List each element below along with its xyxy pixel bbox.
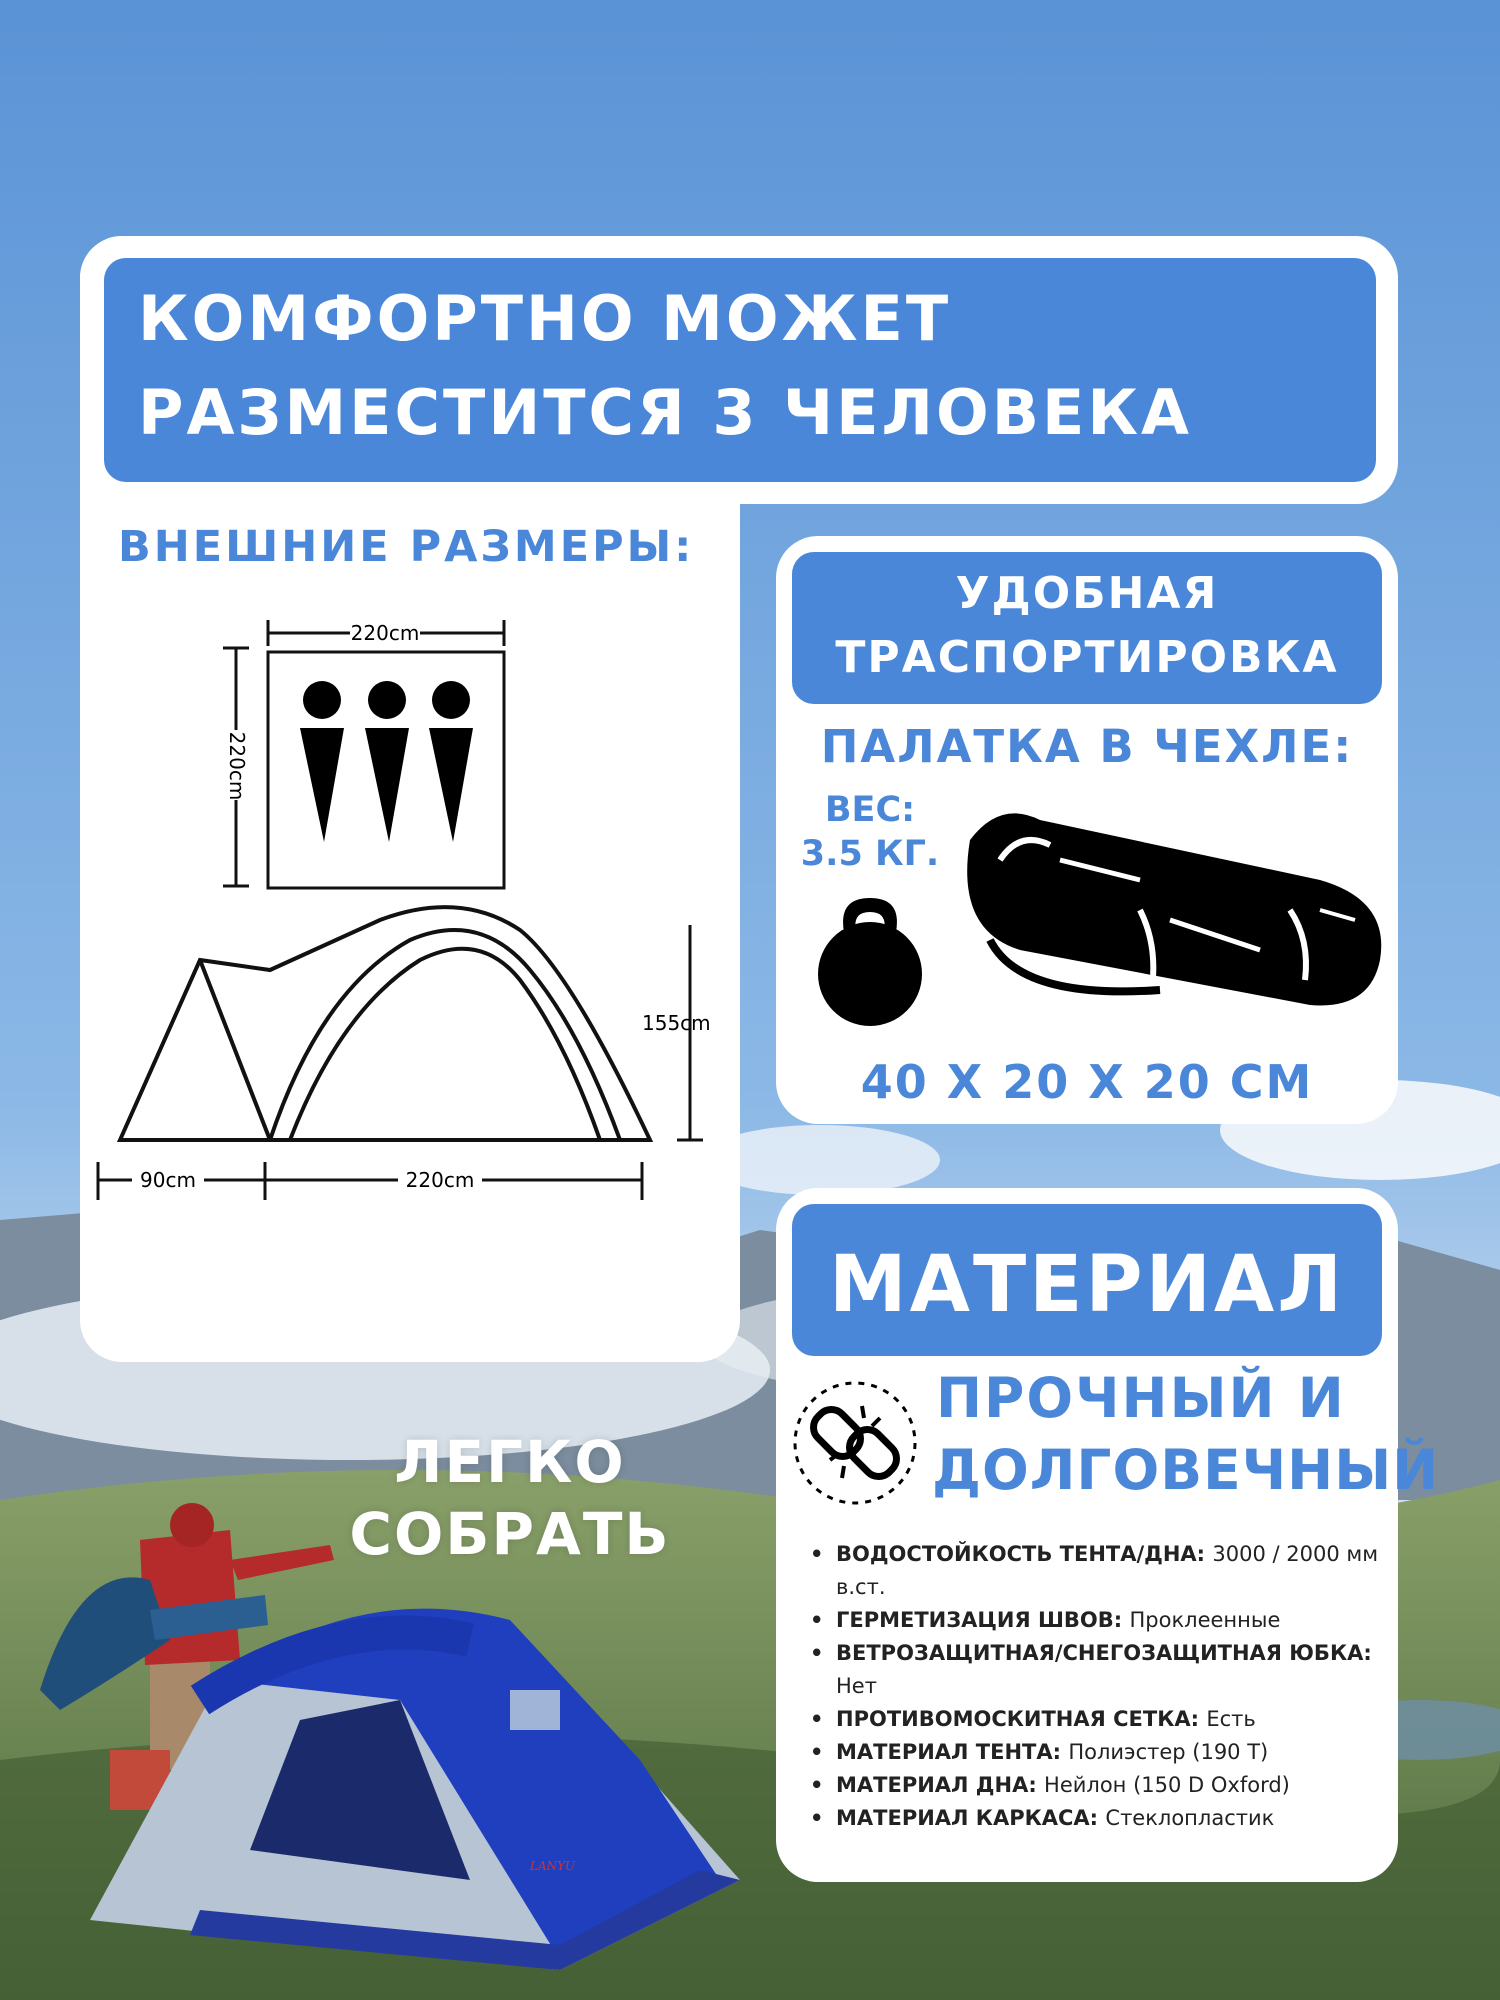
weight-value: 3.5 КГ. [800, 834, 940, 874]
transport-title-1: УДОБНАЯ [955, 568, 1219, 619]
header-banner [104, 258, 1376, 482]
material-banner [792, 1204, 1382, 1356]
kettlebell-icon [810, 892, 930, 1028]
material-feature-1: ПРОЧНЫЙ И [936, 1366, 1346, 1430]
transport-title-2: ТРАСПОРТИРОВКА [835, 632, 1339, 683]
top-width-label: 220cm [350, 621, 420, 645]
tent-brand-label: LANYU [530, 1859, 576, 1873]
broken-chain-icon [790, 1378, 920, 1508]
weight-label: ВЕС: [824, 790, 916, 830]
dimensions-heading: ВНЕШНИЕ РАЗМЕРЫ: [118, 522, 695, 572]
inner-length-label: 220cm [405, 1168, 475, 1192]
spec-item [810, 1769, 1380, 1802]
spec-value: Стеклопластик [1105, 1806, 1275, 1830]
spec-item [810, 1703, 1380, 1736]
spec-item [810, 1604, 1380, 1637]
spec-value: Полиэстер (190 T) [1068, 1740, 1269, 1764]
material-title: МАТЕРИАЛ [828, 1240, 1346, 1330]
top-depth-label: 220cm [225, 731, 249, 801]
spec-key: ВОДОСТОЙКОСТЬ ТЕНТА/ДНА: [836, 1542, 1206, 1566]
transport-banner [792, 552, 1382, 704]
spec-item [810, 1802, 1380, 1835]
spec-key: ПРОТИВОМОСКИТНАЯ СЕТКА: [836, 1707, 1200, 1731]
header-line-2: РАЗМЕСТИТСЯ 3 ЧЕЛОВЕКА [138, 376, 1192, 449]
spec-key: МАТЕРИАЛ ТЕНТА: [836, 1740, 1062, 1764]
spec-value: Есть [1206, 1707, 1256, 1731]
spec-key: ВЕТРОЗАЩИТНАЯ/СНЕГОЗАЩИТНАЯ ЮБКА: [836, 1641, 1372, 1665]
header-line-1: КОМФОРТНО МОЖЕТ [138, 282, 952, 355]
height-label: 155cm [642, 1011, 711, 1035]
material-feature-2: ДОЛГОВЕЧНЫЙ [932, 1438, 1440, 1502]
spec-value: Нейлон (150 D Oxford) [1044, 1773, 1290, 1797]
vestibule-label: 90cm [140, 1168, 196, 1192]
spec-value: 3000 / 2000 мм в.ст. [836, 1542, 1379, 1599]
spec-key: МАТЕРИАЛ КАРКАСА: [836, 1806, 1099, 1830]
tent-side-outline [120, 907, 650, 1140]
person-markers [300, 681, 473, 842]
spec-item [810, 1538, 1380, 1604]
easy-assemble-line-1: ЛЕГКО [394, 1428, 626, 1496]
bag-size: 40 Х 20 Х 20 СМ [860, 1055, 1314, 1109]
easy-assemble-line-2: СОБРАТЬ [349, 1500, 671, 1568]
spec-value: Нет [836, 1674, 877, 1698]
tent-dimensions-diagram [80, 590, 740, 1230]
tent-bag-icon [960, 800, 1390, 1020]
spec-item [810, 1637, 1380, 1703]
spec-key: МАТЕРИАЛ ДНА: [836, 1773, 1037, 1797]
spec-item [810, 1736, 1380, 1769]
transport-subtitle: ПАЛАТКА В ЧЕХЛЕ: [820, 720, 1354, 773]
spec-key: ГЕРМЕТИЗАЦИЯ ШВОВ: [836, 1608, 1123, 1632]
spec-value: Проклеенные [1129, 1608, 1281, 1632]
spec-list [810, 1538, 1380, 1835]
